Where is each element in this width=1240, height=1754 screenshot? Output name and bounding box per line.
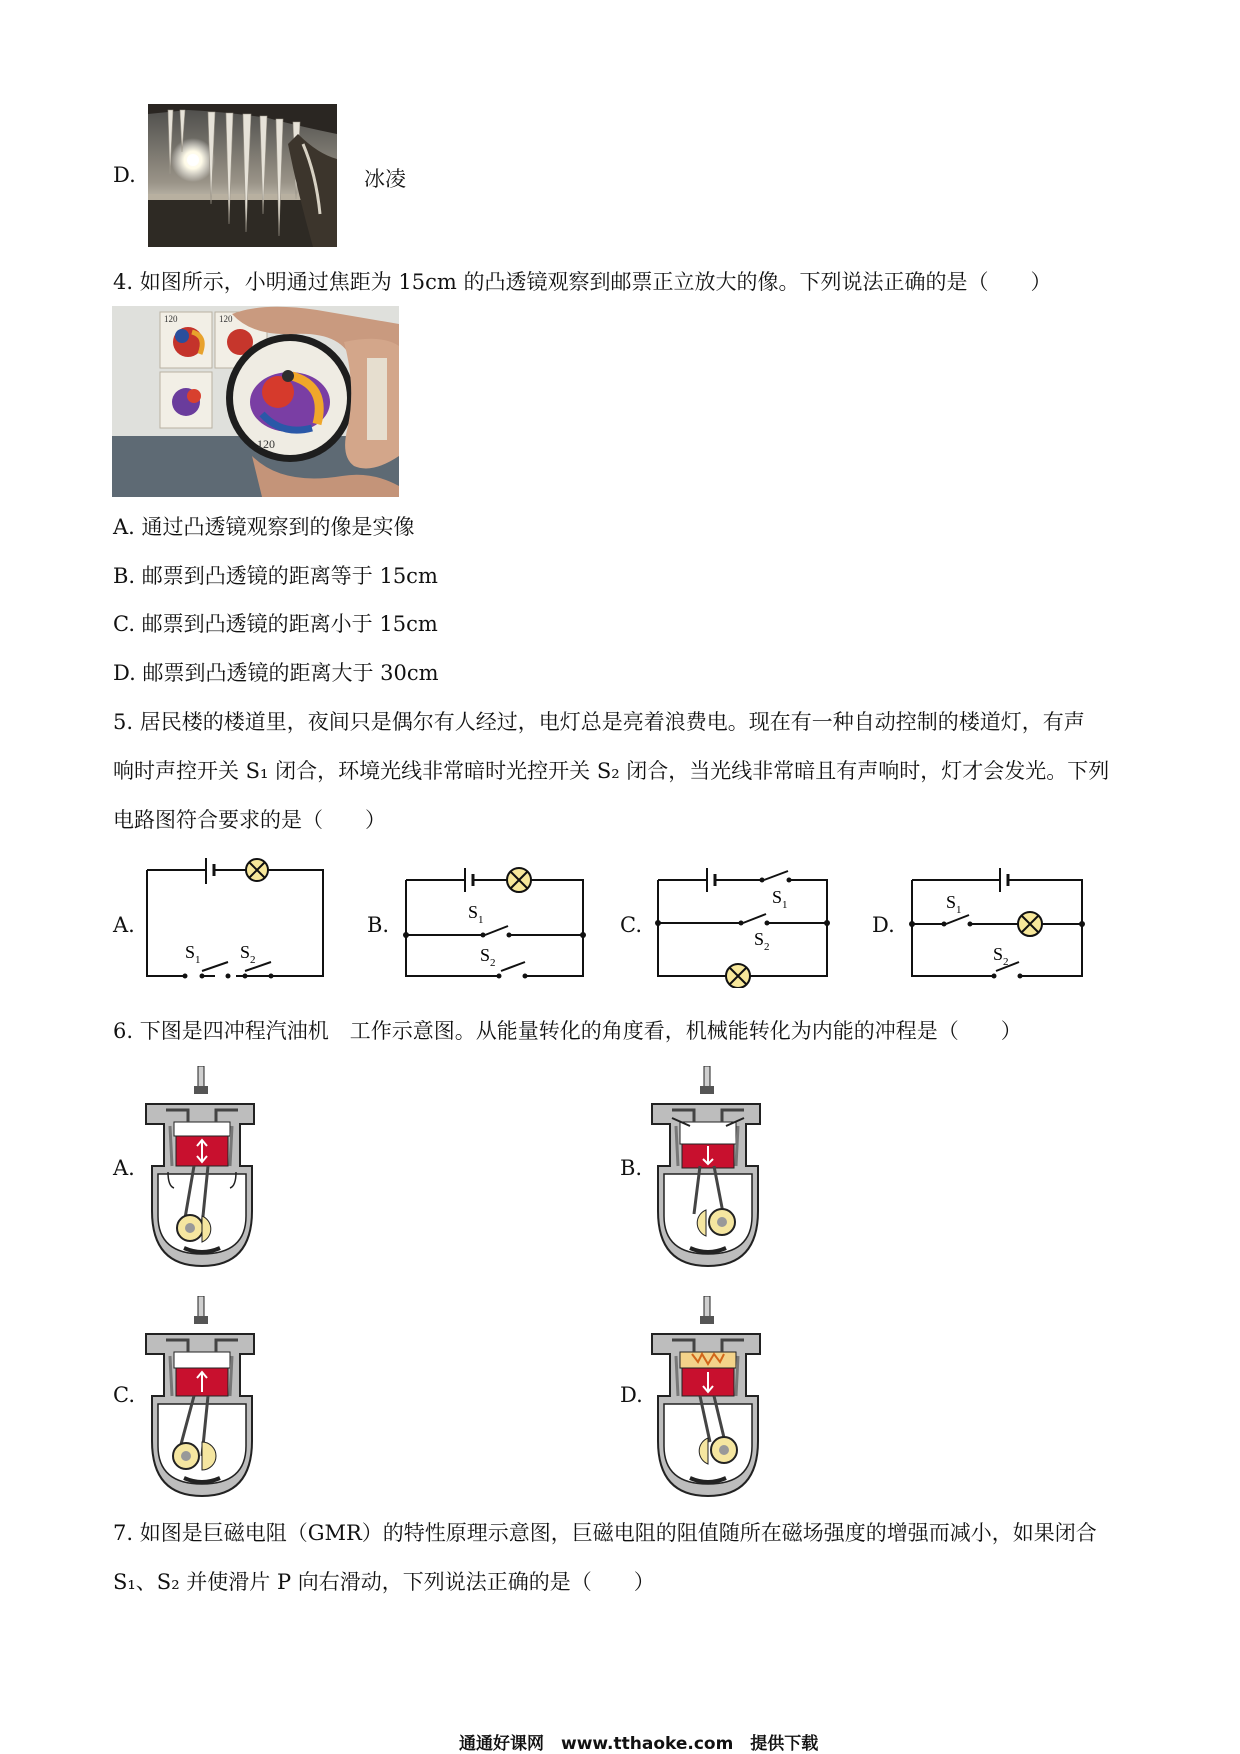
- circuit-c-s1: S: [772, 887, 783, 907]
- magnifier-stamp-photo: [112, 306, 399, 497]
- circuit-d-s2: S: [993, 944, 1004, 964]
- engine-diagram-d: [650, 1296, 766, 1500]
- engine-diagram-b: [650, 1066, 766, 1270]
- circuit-b-s2: S: [480, 945, 491, 965]
- engine-diagram-c: [144, 1296, 260, 1500]
- stamp-value-2: 120: [219, 314, 233, 324]
- q5-stem-line3: 电路图符合要求的是（ ）: [113, 808, 386, 832]
- circuit-d: [906, 858, 1096, 988]
- q5-label-a: A.: [113, 913, 135, 937]
- q6-label-b: B.: [620, 1156, 643, 1180]
- circuit-c: [652, 858, 842, 988]
- q5-label-b: B.: [367, 913, 390, 937]
- circuit-b-s1: S: [468, 902, 479, 922]
- q5-stem-line1: 5. 居民楼的楼道里，夜间只是偶尔有人经过，电灯总是亮着浪费电。现在有一种自动控制的楼道灯，有声: [113, 710, 1085, 734]
- circuit-a-s1: S: [185, 942, 196, 962]
- q4-option-a: A. 通过凸透镜观察到的像是实像: [113, 515, 415, 539]
- circuit-b: [400, 858, 590, 988]
- circuit-a-s2: S: [240, 942, 251, 962]
- q4-option-d: D. 邮票到凸透镜的距离大于 30cm: [113, 661, 439, 685]
- engine-diagram-a: [144, 1066, 260, 1270]
- q4-stem: 4. 如图所示，小明通过焦距为 15cm 的凸透镜观察到邮票正立放大的像。下列说法正确的是（ ）: [113, 270, 1052, 294]
- svg-text:1: 1: [782, 899, 788, 911]
- svg-text:1: 1: [956, 904, 962, 916]
- svg-text:2: 2: [1003, 956, 1009, 968]
- q3-option-d-text: 冰凌: [364, 167, 406, 191]
- stamp-value-1: 120: [164, 314, 178, 324]
- circuit-d-s1: S: [946, 892, 957, 912]
- footer-source: 通通好课网 www.tthaoke.com 提供下载: [459, 1734, 819, 1754]
- q6-label-a: A.: [113, 1156, 135, 1180]
- svg-text:2: 2: [490, 957, 496, 969]
- q6-stem: 6. 下图是四冲程汽油机 工作示意图。从能量转化的角度看，机械能转化为内能的冲程是（ ）: [113, 1019, 1022, 1043]
- svg-text:2: 2: [250, 954, 256, 966]
- svg-text:1: 1: [478, 914, 484, 926]
- stamp-value-3: 120: [257, 437, 275, 451]
- q5-stem-line2: 响时声控开关 S₁ 闭合，环境光线非常暗时光控开关 S₂ 闭合，当光线非常暗且有声响时，灯才会发光。下列: [113, 759, 1110, 783]
- q7-stem-line1: 7. 如图是巨磁电阻（GMR）的特性原理示意图，巨磁电阻的阻值随所在磁场强度的增强而减小，如果闭合: [113, 1521, 1097, 1545]
- q6-label-d: D.: [620, 1383, 643, 1407]
- q5-label-c: C.: [620, 913, 642, 937]
- icicle-photo: [148, 104, 337, 247]
- circuit-a: [140, 858, 340, 988]
- q3-option-d-letter: D.: [113, 163, 136, 187]
- svg-text:2: 2: [764, 941, 770, 953]
- q6-label-c: C.: [113, 1383, 135, 1407]
- q5-label-d: D.: [872, 913, 895, 937]
- svg-text:1: 1: [195, 954, 201, 966]
- q7-stem-line2: S₁、S₂ 并使滑片 P 向右滑动，下列说法正确的是（ ）: [113, 1570, 655, 1594]
- q4-option-b: B. 邮票到凸透镜的距离等于 15cm: [113, 564, 438, 588]
- circuit-c-s2: S: [754, 929, 765, 949]
- q4-option-c: C. 邮票到凸透镜的距离小于 15cm: [113, 612, 438, 636]
